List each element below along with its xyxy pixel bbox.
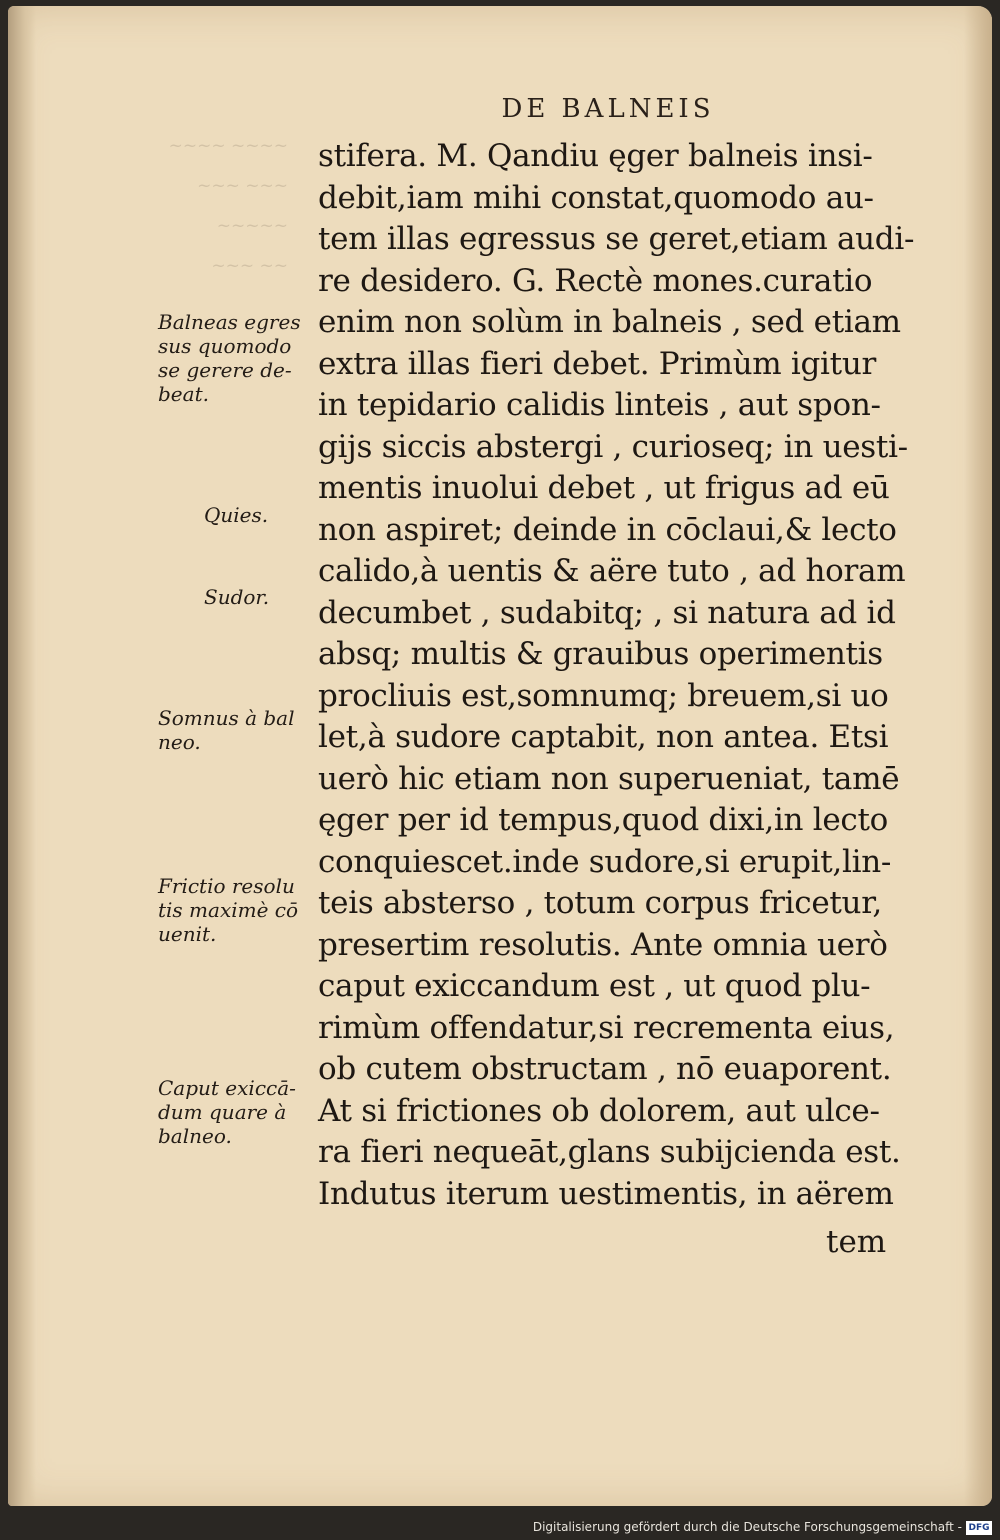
funding-credit: Digitalisierung gefördert durch die Deutsche Forschungsgemeinschaft - [532,1520,962,1534]
text-line: let,à sudore captabit, non antea. Etsi [318,719,889,755]
text-line: presertim resolutis. Ante omnia uerò [318,926,888,963]
show-through-text: ~~~~ ~~~~ ~~~ ~~~ ~~~~~ ~~~ ~~ [168,136,288,276]
text-line: stifera. M. Qandiu ęger balneis insi- [318,138,873,174]
running-head: DE BALNEIS [501,94,715,124]
text-line: extra illas fieri debet. Primùm igitur [318,345,877,382]
text-line: debit,iam mihi constat,quomodo au- [318,179,874,216]
text-line: At si frictiones ob dolorem, aut ulce- [318,1092,880,1129]
text-line: enim non solùm in balneis , sed etiam [318,304,901,340]
text-line: ra fieri nequeāt,glans subijcienda est. [318,1134,901,1170]
text-line: gijs siccis abstergi , curioseq; in uesti- [318,428,908,465]
dfg-logo-icon: DFG [966,1521,992,1535]
text-line: teis absterso , totum corpus fricetur, [318,885,882,921]
book-page [8,6,992,1506]
catchword: tem [826,1224,887,1260]
text-line: in tepidario calidis linteis , aut spon- [318,387,881,423]
book-spine-shadow [8,6,36,1506]
text-line: ęger per id tempus,quod dixi,in lecto [318,802,889,838]
text-line: conquiescet.inde sudore,si erupit,lin- [318,843,892,880]
text-line: absq; multis & grauibus operimentis [318,636,883,672]
text-line: ob cutem obstructam , nō euaporent. [318,1051,892,1087]
text-line: mentis inuolui debet , ut frigus ad eū [318,470,890,506]
main-text-block [318,136,918,1215]
marginal-note-somnus: Somnus à bal neo. [158,706,295,754]
page-edge-shadow [964,6,992,1506]
text-line: Indutus iterum uestimentis, in aërem [318,1175,894,1212]
text-line: decumbet , sudabitq; , si natura ad id [318,594,896,631]
text-line: caput exiccandum est , ut quod plu- [318,968,871,1004]
marginal-note-quies: Quies. [204,503,269,527]
marginal-note-frictio: Frictio resolu tis maximè cō uenit. [158,874,299,946]
marginal-note-sudor: Sudor. [204,585,270,609]
text-line: calido,à uentis & aëre tuto , ad horam [318,553,906,589]
marginal-note-caput: Caput exiccā- dum quare à balneo. [158,1076,296,1148]
text-line: non aspiret; deinde in cōclaui,& lecto [318,511,897,548]
text-line: re desidero. G. Rectè mones.curatio [318,262,873,299]
text-line: tem illas egressus se geret,etiam audi- [318,221,915,257]
text-line: procliuis est,somnumq; breuem,si uo [318,677,889,714]
text-line: rimùm offendatur,si recrementa eius, [318,1009,895,1046]
marginal-note-balneas: Balneas egres sus quomodo se gerere de- beat. [158,310,301,406]
text-line: uerò hic etiam non superueniat, tamē [318,760,900,797]
